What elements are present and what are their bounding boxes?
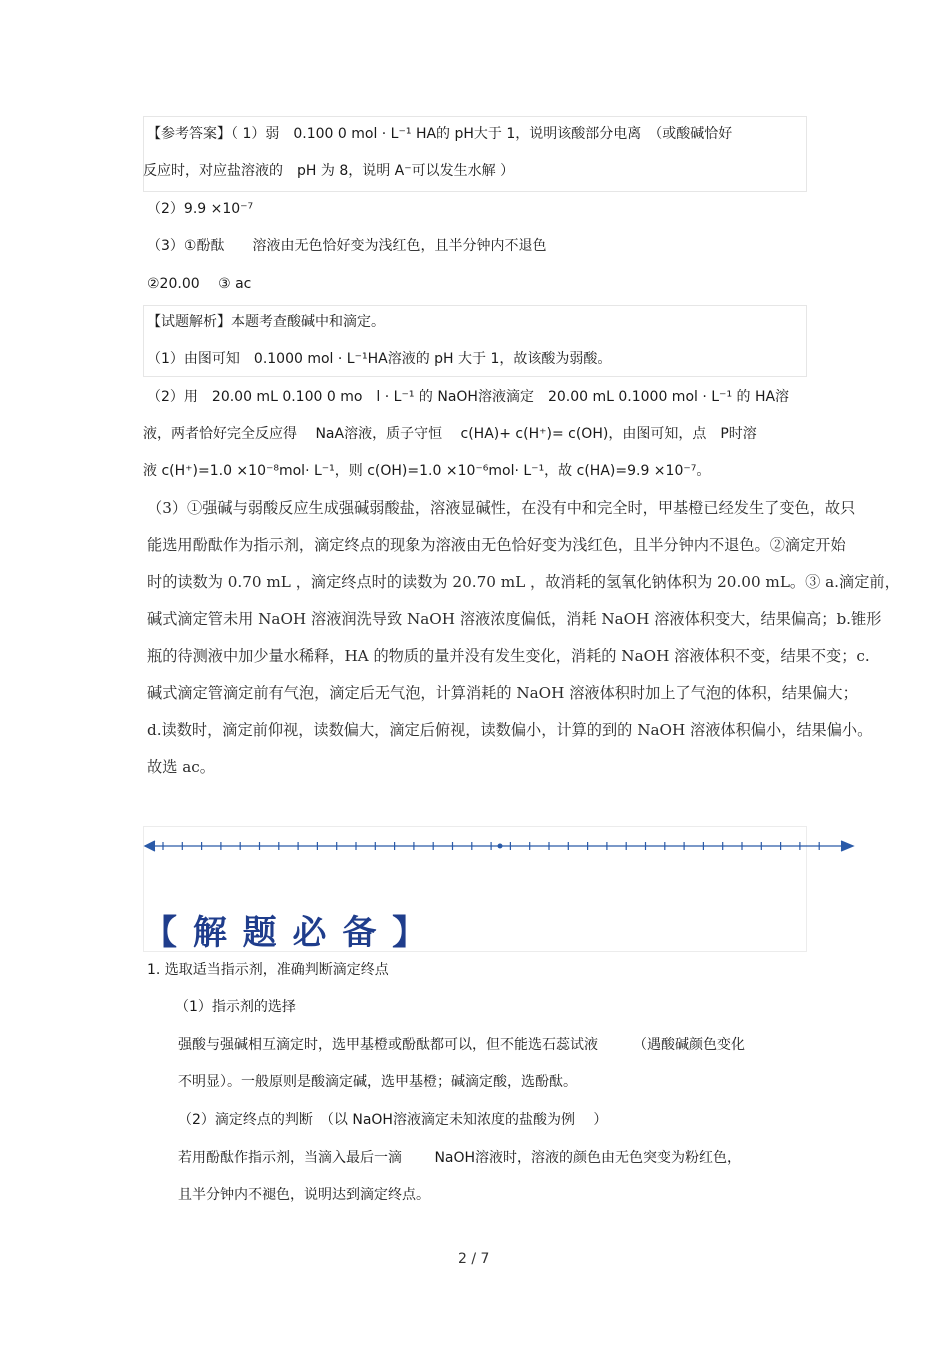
answer-line-4: （3）①酚酞 溶液由无色恰好变为浅红色，且半分钟内不退色 — [147, 238, 547, 254]
analysis-line-2: （1）由图可知 0.1000 mol · L⁻¹HA溶液的 pH 大于 1，故该酸为弱酸。 — [147, 351, 612, 367]
analysis-line-5: 液 c(H⁺)=1.0 ×10⁻⁸mol· L⁻¹，则 c(OH)=1.0 ×10⁻⁶mol· L⁻¹，故 c(HA)=9.9 ×10⁻⁷。 — [143, 463, 711, 479]
essentials-line-2: （1）指示剂的选择 — [175, 999, 296, 1015]
essentials-line-3: 强酸与强碱相互滴定时，选甲基橙或酚酞都可以，但不能选石蕊试液 （遇酸碱颜色变化 — [178, 1037, 745, 1053]
answer-line-1: 【参考答案】（ 1）弱 0.100 0 mol · L⁻¹ HA的 pH大于 1，说明该酸部分电离 （或酸碱恰好 — [147, 126, 733, 142]
answer-line-5: ②20.00 ③ ac — [147, 276, 252, 292]
analysis-img-line-3: 时的读数为 0.70 mL ，滴定终点时的读数为 20.70 mL ，故消耗的氢氧化钠体积为 20.00 mL。③ a.滴定前， — [147, 573, 900, 591]
axis-dot — [498, 844, 503, 849]
analysis-img-line-6: 碱式滴定管滴定前有气泡，滴定后无气泡，计算消耗的 NaOH 溶液体积时加上了气泡的体积，结果偏大； — [147, 684, 858, 702]
essentials-line-7: 且半分钟内不褪色，说明达到滴定终点。 — [178, 1187, 430, 1203]
analysis-img-line-8: 故选 ac。 — [147, 758, 215, 776]
essentials-line-5: （2）滴定终点的判断 （以 NaOH溶液滴定未知浓度的盐酸为例 ） — [178, 1112, 608, 1128]
answer-line-2: 反应时，对应盐溶液的 pH 为 8，说明 A⁻可以发生水解 ） — [143, 163, 515, 179]
essentials-line-6: 若用酚酞作指示剂，当滴入最后一滴 NaOH溶液时，溶液的颜色由无色突变为粉红色， — [178, 1150, 742, 1166]
analysis-img-line-7: d.读数时，滴定前仰视，读数偏大，滴定后俯视，读数偏小，计算的到的 NaOH 溶液体积偏小，结果偏小。 — [147, 721, 873, 739]
analysis-line-4: 液，两者恰好完全反应得 NaA溶液，质子守恒 c(HA)+ c(H⁺)= c(OH)，由图可知，点 P时溶 — [143, 426, 757, 442]
analysis-img-line-2: 能选用酚酞作为指示剂，滴定终点的现象为溶液由无色恰好变为浅红色，且半分钟内不退色。②滴定开始 — [147, 536, 846, 554]
answer-line-3: （2）9.9 ×10⁻⁷ — [147, 201, 254, 217]
analysis-img-line-4: 碱式滴定管未用 NaOH 溶液润洗导致 NaOH 溶液浓度偏低，消耗 NaOH 溶液体积变大，结果偏高；b.锥形 — [147, 610, 882, 628]
page-number: 2 / 7 — [458, 1251, 490, 1267]
essentials-line-1: 1. 选取适当指示剂，准确判断滴定终点 — [147, 962, 389, 978]
analysis-line-3: （2）用 20.00 mL 0.100 0 mo l · L⁻¹ 的 NaOH溶液滴定 20.00 mL 0.1000 mol · L⁻¹ 的 HA溶 — [147, 389, 790, 405]
analysis-line-1: 【试题解析】本题考查酸碱中和滴定。 — [147, 314, 385, 330]
section-title: 【 解 题 必 备 】 — [143, 913, 429, 953]
number-line-divider — [143, 836, 863, 856]
analysis-img-line-1: （3）①强碱与弱酸反应生成强碱弱酸盐，溶液显碱性，在没有中和完全时，甲基橙已经发生了变色，故只 — [147, 499, 856, 517]
analysis-img-line-5: 瓶的待测液中加少量水稀释，HA 的物质的量并没有发生变化，消耗的 NaOH 溶液体积不变，结果不变；c. — [147, 647, 870, 665]
essentials-line-4: 不明显）。一般原则是酸滴定碱，选甲基橙；碱滴定酸，选酚酞。 — [178, 1074, 577, 1090]
